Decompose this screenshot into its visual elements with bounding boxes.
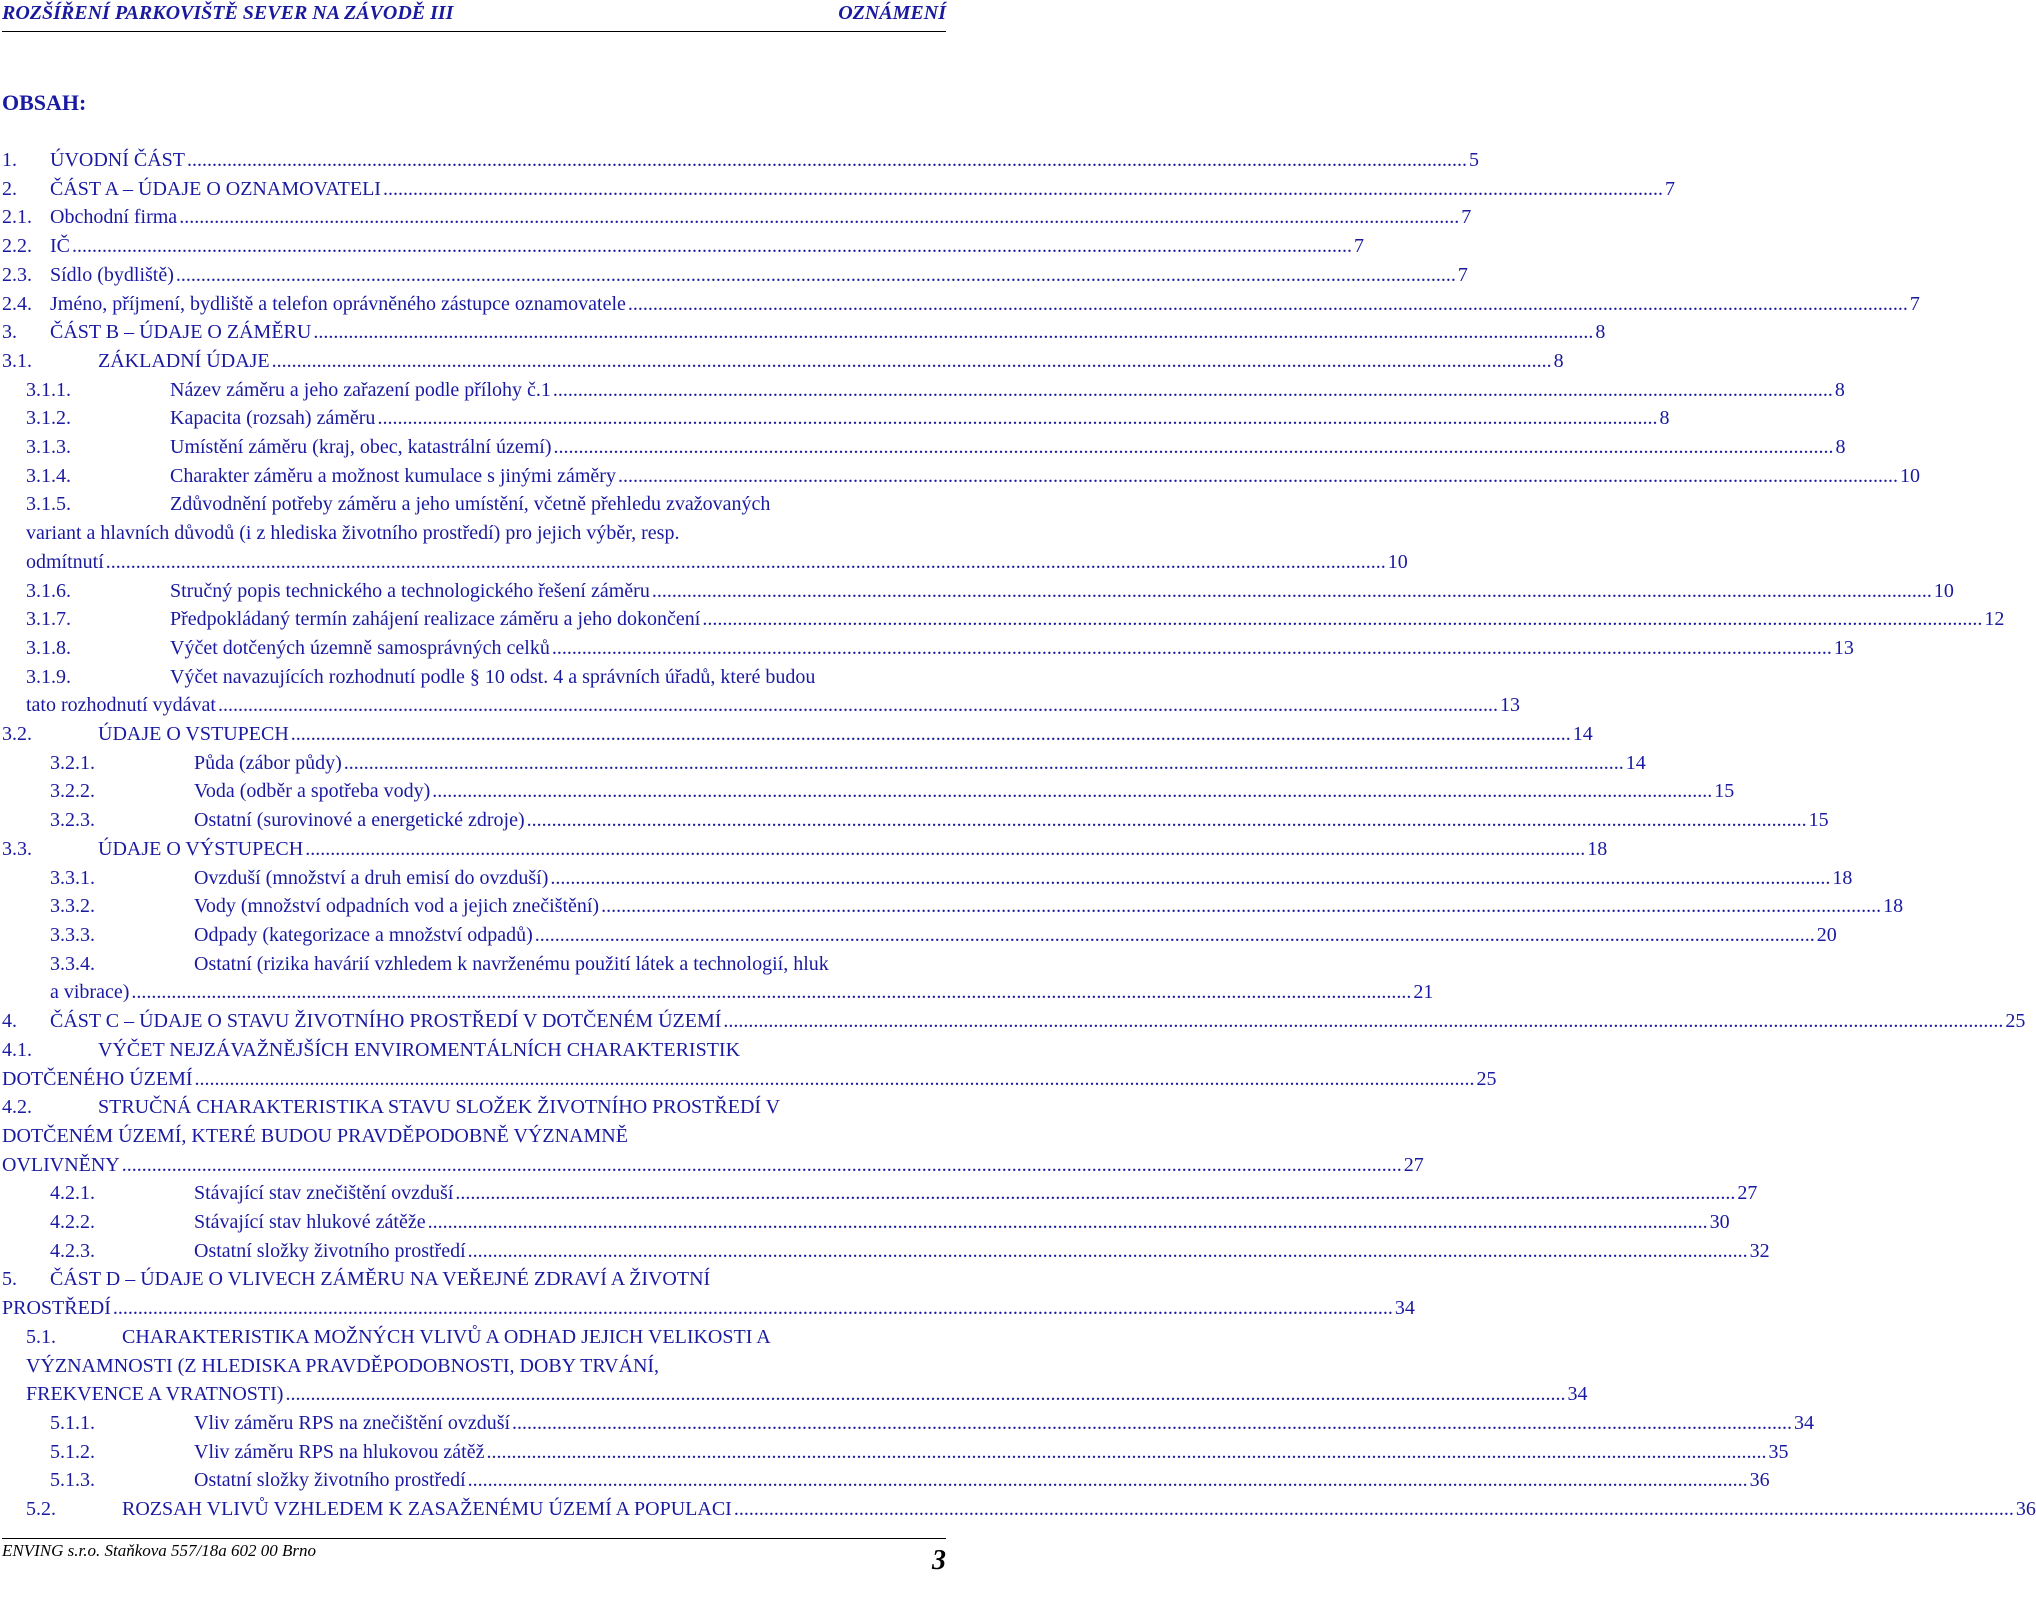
toc-entry-page: 25 [2005, 1010, 2026, 1033]
toc-entry[interactable] [2, 462, 1920, 491]
toc-entry-text: Zdůvodnění potřeby záměru a jeho umístění, včetně přehledu zvažovaných [170, 493, 771, 516]
toc-entry-number: 4.2.1. [50, 1182, 95, 1205]
toc-entry-text-last: tato rozhodnutí vydávat [26, 694, 216, 717]
toc-entry-number: 3.3.3. [50, 923, 95, 946]
toc-entry-number: 5.1.2. [50, 1440, 95, 1463]
toc-entry[interactable] [2, 1265, 1415, 1322]
toc-leader-dots [535, 921, 1815, 950]
toc-entry-page: 18 [1587, 837, 1608, 860]
toc-leader-dots [601, 892, 1881, 921]
toc-entry-text: CHARAKTERISTIKA MOŽNÝCH VLIVŮ A ODHAD JEJICH VELIKOSTI A [122, 1325, 771, 1348]
toc-entry-text: ČÁST A – ÚDAJE O OZNAMOVATELI [50, 177, 381, 200]
header-project-title: ROZŠÍŘENÍ PARKOVIŠTĚ SEVER NA ZÁVODĚ III [2, 2, 454, 24]
toc-entry-number: 4. [2, 1010, 17, 1033]
toc-entry-text: Stávající stav hlukové zátěže [194, 1211, 426, 1234]
toc-entry-page: 15 [1714, 780, 1735, 803]
toc-entry[interactable] [2, 1208, 1730, 1237]
toc-entry-page: 20 [1816, 923, 1837, 946]
toc-entry[interactable] [2, 921, 1837, 950]
toc-leader-dots [377, 404, 1657, 433]
toc-entry-text: Obchodní firma [50, 206, 178, 229]
toc-entry-page: 35 [1768, 1440, 1789, 1463]
toc-entry-page: 30 [1709, 1211, 1730, 1234]
toc-entry[interactable] [2, 1466, 1770, 1495]
toc-entry-page: 34 [1567, 1383, 1588, 1406]
toc-entry-text: Název záměru a jeho zařazení podle přílohy č.1 [170, 378, 551, 401]
footer-address: ENVING s.r.o. Staňkova 557/18a 602 00 Brno [2, 1541, 317, 1560]
toc-entry-number: 4.2. [2, 1096, 32, 1119]
toc-entry-text: ÚDAJE O VÝSTUPECH [98, 837, 304, 860]
toc-entry-number: 2.3. [2, 263, 32, 286]
toc-entry-text-last: a vibrace) [50, 981, 130, 1004]
toc-entry-number: 3.3. [2, 837, 32, 860]
toc-leader-dots [313, 318, 1593, 347]
toc-entry-text: Výčet dotčených územně samosprávných celků [170, 636, 550, 659]
toc-leader-dots [285, 1380, 1565, 1409]
toc-entry-number: 4.1. [2, 1038, 32, 1061]
toc-entry-text: Ostatní složky životního prostředí [194, 1239, 466, 1262]
toc-leader-dots [428, 1208, 1708, 1237]
toc-entry[interactable] [2, 1438, 1789, 1467]
toc-leader-dots [527, 806, 1807, 835]
toc-entry[interactable] [2, 1237, 1770, 1266]
toc-entry-text: Ostatní (surovinové a energetické zdroje) [194, 809, 525, 832]
toc-entry-page: 8 [1834, 378, 1845, 401]
toc-leader-dots [618, 462, 1898, 491]
toc-entry-number: 2. [2, 177, 17, 200]
toc-entry-page: 34 [1394, 1297, 1415, 1320]
toc-entry-page: 27 [1737, 1182, 1758, 1205]
toc-entry-text: Vliv záměru RPS na hlukovou zátěž [194, 1440, 485, 1463]
table-of-contents [2, 146, 2036, 1524]
toc-entry-text: ČÁST D – ÚDAJE O VLIVECH ZÁMĚRU NA VEŘEJNÉ ZDRAVÍ A ŽIVOTNÍ [50, 1268, 711, 1291]
toc-entry-text: ÚDAJE O VSTUPECH [98, 723, 289, 746]
toc-entry[interactable] [2, 203, 1472, 232]
toc-entry-page: 27 [1403, 1153, 1424, 1176]
toc-entry-text: ROZSAH VLIVŮ VZHLEDEM K ZASAŽENÉMU ÚZEMÍ A POPULACI [122, 1498, 732, 1521]
header-document-type: OZNÁMENÍ [838, 2, 946, 24]
toc-entry-text: STRUČNÁ CHARAKTERISTIKA STAVU SLOŽEK ŽIVOTNÍHO PROSTŘEDÍ V [98, 1096, 781, 1119]
toc-entry[interactable] [2, 290, 1920, 319]
toc-entry[interactable] [2, 1409, 1815, 1438]
toc-entry-text: Charakter záměru a možnost kumulace s jinými záměry [170, 464, 616, 487]
toc-entry-number: 4.2.3. [50, 1239, 95, 1262]
toc-entry-text: ČÁST B – ÚDAJE O ZÁMĚRU [50, 321, 312, 344]
toc-entry-text: Ovzduší (množství a druh emisí do ovzduší) [194, 866, 549, 889]
toc-entry[interactable] [2, 1323, 1588, 1409]
toc-leader-dots [272, 347, 1552, 376]
page-header [2, 2, 946, 32]
toc-leader-dots [628, 290, 1908, 319]
toc-entry[interactable] [2, 634, 1854, 663]
toc-entry-text: Umístění záměru (kraj, obec, katastrální území) [170, 436, 552, 459]
toc-entry-number: 4.2.2. [50, 1211, 95, 1234]
toc-leader-dots [552, 634, 1832, 663]
toc-leader-dots [554, 433, 1834, 462]
toc-entry-text: IČ [50, 235, 70, 258]
toc-entry-number: 5.1.1. [50, 1411, 95, 1434]
toc-entry-text: Sídlo (bydliště) [50, 263, 174, 286]
toc-entry-number: 3.2. [2, 723, 32, 746]
toc-entry-page: 21 [1413, 981, 1434, 1004]
toc-entry-text: Jméno, příjmení, bydliště a telefon oprávněného zástupce oznamovatele [50, 292, 626, 315]
page-number: 3 [932, 1545, 946, 1576]
toc-entry-number: 3.1.2. [26, 407, 71, 430]
toc-entry[interactable] [2, 318, 1606, 347]
toc-entry[interactable] [2, 1179, 1758, 1208]
toc-leader-dots [652, 577, 1932, 606]
toc-entry[interactable] [2, 605, 2005, 634]
toc-entry-number: 5.2. [26, 1498, 56, 1521]
toc-entry-text: Výčet navazujících rozhodnutí podle § 10 odst. 4 a správních úřadů, které budou [170, 665, 816, 688]
toc-leader-dots [122, 1151, 1402, 1180]
toc-entry-number: 1. [2, 149, 17, 171]
toc-entry[interactable] [2, 232, 1364, 261]
toc-entry-number: 3.2.3. [50, 809, 95, 832]
toc-entry-page: 8 [1553, 349, 1564, 372]
toc-entry[interactable] [2, 777, 1735, 806]
toc-entry[interactable] [2, 146, 1479, 175]
toc-entry-page: 34 [1794, 1411, 1815, 1434]
toc-entry-number: 5.1. [26, 1325, 56, 1348]
toc-entry-text-continued: VÝZNAMNOSTI (Z HLEDISKA PRAVDĚPODOBNOSTI, DOBY TRVÁNÍ, [26, 1354, 660, 1377]
toc-entry-page: 13 [1499, 694, 1520, 717]
toc-entry[interactable] [2, 1495, 2036, 1524]
toc-entry-text: Ostatní složky životního prostředí [194, 1469, 466, 1492]
toc-entry-page: 8 [1659, 407, 1670, 430]
toc-leader-dots [113, 1294, 1393, 1323]
toc-entry[interactable] [2, 720, 1593, 749]
toc-entry-page: 18 [1883, 895, 1904, 918]
toc-entry[interactable] [2, 433, 1846, 462]
toc-leader-dots [72, 232, 1352, 261]
toc-entry-page: 14 [1572, 723, 1593, 746]
toc-entry-number: 3.1.4. [26, 464, 71, 487]
toc-entry-page: 18 [1832, 866, 1853, 889]
toc-entry-text-last: DOTČENÉHO ÚZEMÍ [2, 1067, 193, 1090]
toc-entry[interactable] [2, 347, 1564, 376]
toc-entry-text: VÝČET NEJZÁVAŽNĚJŠÍCH ENVIROMENTÁLNÍCH CHARAKTERISTIK [98, 1038, 741, 1061]
toc-entry-page: 15 [1808, 809, 1829, 832]
toc-entry-text: Odpady (kategorizace a množství odpadů) [194, 923, 533, 946]
toc-entry[interactable] [2, 663, 1520, 720]
toc-entry-number: 3.1.7. [26, 608, 71, 631]
toc-entry[interactable] [2, 749, 1646, 778]
toc-entry[interactable] [2, 376, 1845, 405]
toc-entry-text: ÚVODNÍ ČÁST [50, 149, 185, 171]
toc-leader-dots [305, 835, 1585, 864]
toc-leader-dots [106, 548, 1386, 577]
toc-entry-text-continued: variant a hlavních důvodů (i z hlediska životního prostředí) pro jejich výběr, resp. [26, 522, 680, 545]
toc-entry-page: 5 [1469, 149, 1479, 171]
toc-entry-text-continued: DOTČENÉM ÚZEMÍ, KTERÉ BUDOU PRAVDĚPODOBNĚ VÝZNAMNĚ [2, 1124, 628, 1147]
toc-entry-number: 3.1.6. [26, 579, 71, 602]
toc-leader-dots [455, 1179, 1735, 1208]
toc-entry-text: Předpokládaný termín zahájení realizace záměru a jeho dokončení [170, 608, 701, 631]
toc-entry[interactable] [2, 1093, 1424, 1179]
toc-entry-page: 7 [1909, 292, 1920, 315]
toc-leader-dots [218, 691, 1498, 720]
toc-leader-dots [702, 605, 1982, 634]
toc-entry[interactable] [2, 864, 1853, 893]
toc-entry-text-last: FREKVENCE A VRATNOSTI) [26, 1383, 284, 1406]
toc-entry-number: 2.4. [2, 292, 32, 315]
toc-entry-page: 14 [1625, 751, 1646, 774]
toc-leader-dots [131, 978, 1411, 1007]
toc-entry-page: 7 [1461, 206, 1472, 229]
toc-entry-number: 3.1.8. [26, 636, 71, 659]
toc-entry-text: Půda (zábor půdy) [194, 751, 342, 774]
toc-entry-page: 25 [1476, 1067, 1497, 1090]
toc-leader-dots [468, 1237, 1748, 1266]
toc-entry-text: Stávající stav znečištění ovzduší [194, 1182, 454, 1205]
toc-entry-number: 3.1. [2, 349, 32, 372]
toc-leader-dots [383, 175, 1663, 204]
toc-entry-text: Voda (odběr a spotřeba vody) [194, 780, 431, 803]
toc-entry-text: Kapacita (rozsah) záměru [170, 407, 376, 430]
toc-entry-page: 7 [1664, 177, 1675, 200]
toc-leader-dots [487, 1438, 1767, 1467]
toc-entry[interactable] [2, 950, 1434, 1007]
toc-entry-number: 3.3.2. [50, 895, 95, 918]
toc-entry-number: 3.3.1. [50, 866, 95, 889]
toc-entry-text: Vliv záměru RPS na znečištění ovzduší [194, 1411, 511, 1434]
toc-entry[interactable] [2, 175, 1675, 204]
toc-entry-page: 8 [1595, 321, 1606, 344]
toc-leader-dots [432, 777, 1712, 806]
toc-entry-text: Ostatní (rizika havárií vzhledem k navrženému použití látek a technologií, hluk [194, 952, 829, 975]
toc-entry-number: 2.1. [2, 206, 32, 229]
toc-entry-number: 2.2. [2, 235, 32, 258]
toc-entry-text: Stručný popis technického a technologického řešení záměru [170, 579, 650, 602]
toc-entry-number: 3.1.3. [26, 436, 71, 459]
toc-entry[interactable] [2, 1007, 2026, 1036]
toc-entry-text: ZÁKLADNÍ ÚDAJE [98, 349, 270, 372]
toc-entry[interactable] [2, 806, 1829, 835]
toc-leader-dots [468, 1466, 1748, 1495]
toc-entry[interactable] [2, 892, 1904, 921]
toc-leader-dots [179, 203, 1459, 232]
toc-entry-number: 3.2.2. [50, 780, 95, 803]
toc-entry-page: 10 [1933, 579, 1954, 602]
toc-entry-page: 12 [1984, 608, 2005, 631]
page-footer [2, 1538, 946, 1576]
toc-entry-page: 8 [1835, 436, 1846, 459]
toc-leader-dots [550, 864, 1830, 893]
toc-title: OBSAH: [2, 90, 87, 115]
toc-entry-number: 3.3.4. [50, 952, 95, 975]
toc-entry-number: 3. [2, 321, 17, 344]
toc-entry-page: 10 [1899, 464, 1920, 487]
toc-entry-number: 3.1.5. [26, 493, 71, 516]
toc-leader-dots [512, 1409, 1792, 1438]
toc-entry-page: 36 [2015, 1498, 2036, 1521]
toc-entry-page: 36 [1749, 1469, 1770, 1492]
toc-entry[interactable] [2, 1036, 1497, 1093]
toc-entry-number: 3.2.1. [50, 751, 95, 774]
toc-entry-text-last: odmítnutí [26, 550, 104, 573]
toc-entry-page: 13 [1833, 636, 1854, 659]
toc-entry[interactable] [2, 261, 1468, 290]
toc-leader-dots [344, 749, 1624, 778]
toc-leader-dots [176, 261, 1456, 290]
toc-entry-number: 3.1.9. [26, 665, 71, 688]
toc-entry[interactable] [2, 577, 1954, 606]
toc-entry-page: 7 [1457, 263, 1468, 286]
toc-entry[interactable] [2, 835, 1608, 864]
toc-leader-dots [291, 720, 1571, 749]
toc-leader-dots [723, 1007, 2003, 1036]
toc-entry-number: 5. [2, 1268, 17, 1291]
toc-entry-page: 10 [1387, 550, 1408, 573]
toc-leader-dots [734, 1495, 2014, 1524]
toc-entry-text-last: OVLIVNĚNY [2, 1153, 120, 1176]
toc-leader-dots [553, 376, 1833, 405]
toc-leader-dots [187, 146, 1467, 175]
toc-leader-dots [195, 1065, 1475, 1094]
toc-entry-number: 5.1.3. [50, 1469, 95, 1492]
toc-entry[interactable] [2, 404, 1670, 433]
toc-entry-text-last: PROSTŘEDÍ [2, 1297, 111, 1320]
toc-entry-page: 7 [1354, 235, 1364, 258]
toc-entry[interactable] [2, 490, 1408, 576]
toc-entry-text: Vody (množství odpadních vod a jejich znečištění) [194, 895, 600, 918]
toc-entry-page: 32 [1749, 1239, 1770, 1262]
toc-entry-text: ČÁST C – ÚDAJE O STAVU ŽIVOTNÍHO PROSTŘEDÍ V DOTČENÉM ÚZEMÍ [50, 1010, 722, 1033]
toc-entry-number: 3.1.1. [26, 378, 71, 401]
